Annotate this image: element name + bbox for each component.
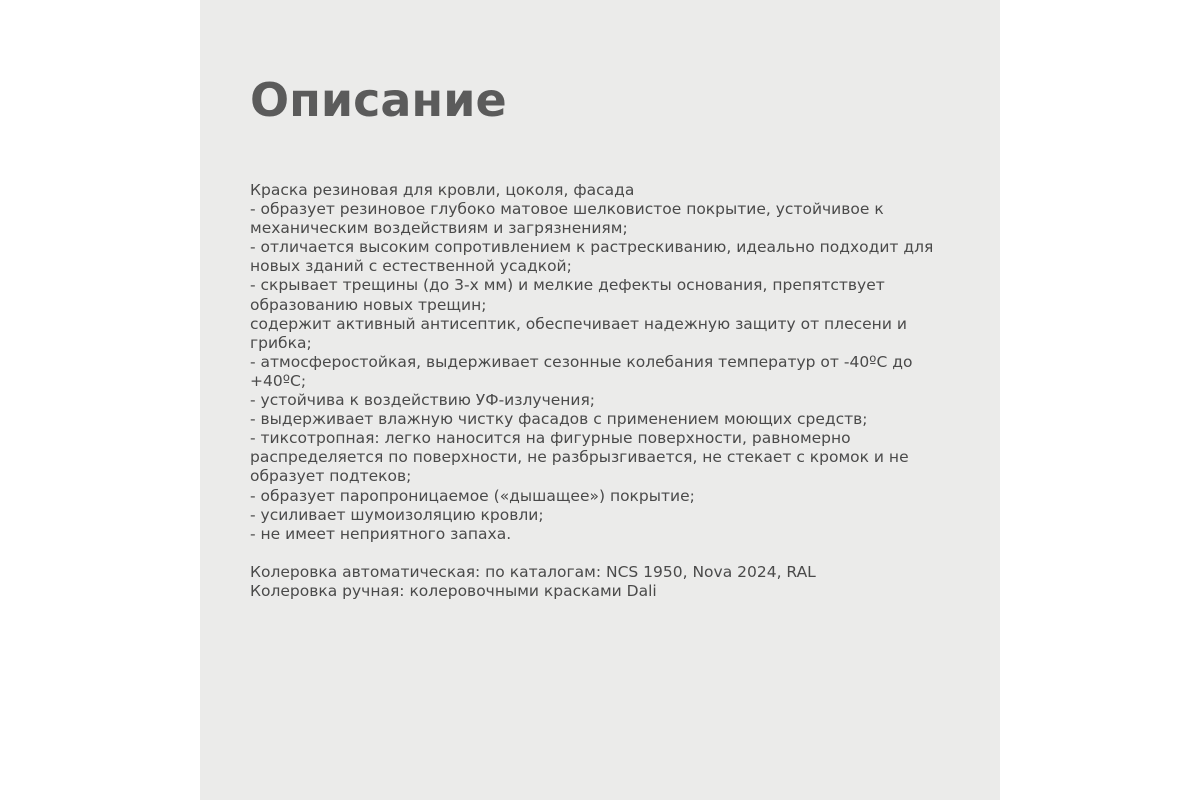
- description-line: - образует паропроницаемое («дышащее») покрытие;: [250, 486, 695, 505]
- tinting-manual: Колеровка ручная: колеровочными красками Dali: [250, 581, 657, 600]
- tinting-automatic: Колеровка автоматическая: по каталогам: NCS 1950, Nova 2024, RAL: [250, 562, 816, 581]
- description-line: - тиксотропная: легко наносится на фигурные поверхности, равномерно: [250, 429, 851, 448]
- description-line: содержит активный антисептик, обеспечивает надежную защиту от плесени и: [250, 314, 907, 333]
- description-line: новых зданий с естественной усадкой;: [250, 257, 572, 276]
- description-line: образует подтеков;: [250, 467, 412, 486]
- description-line: Краска резиновая для кровли, цоколя, фасада: [250, 181, 635, 199]
- description-line: - отличается высоким сопротивлением к растрескиванию, идеально подходит для: [250, 238, 934, 257]
- description-line: - образует резиновое глубоко матовое шелковистое покрытие, устойчивое к: [250, 200, 884, 219]
- description-line: грибка;: [250, 333, 312, 352]
- description-line: - не имеет неприятного запаха.: [250, 524, 512, 543]
- description-line: механическим воздействиям и загрязнениям;: [250, 219, 628, 238]
- paragraph-spacer: [250, 544, 970, 563]
- description-line: - устойчива к воздействию УФ-излучения;: [250, 391, 596, 410]
- description-text: [250, 181, 970, 601]
- description-panel: [200, 0, 1000, 800]
- description-line: - усиливает шумоизоляцию кровли;: [250, 505, 544, 524]
- description-line: +40ºС;: [250, 371, 307, 390]
- description-line: - скрывает трещины (до 3-х мм) и мелкие дефекты основания, препятствует: [250, 276, 885, 295]
- page-title: Описание: [250, 73, 507, 127]
- description-line: - атмосферостойкая, выдерживает сезонные колебания температур от -40ºС до: [250, 352, 913, 371]
- description-line: распределяется по поверхности, не разбрызгивается, не стекает с кромок и не: [250, 448, 909, 467]
- description-line: образованию новых трещин;: [250, 295, 487, 314]
- description-line: - выдерживает влажную чистку фасадов с применением моющих средств;: [250, 410, 868, 429]
